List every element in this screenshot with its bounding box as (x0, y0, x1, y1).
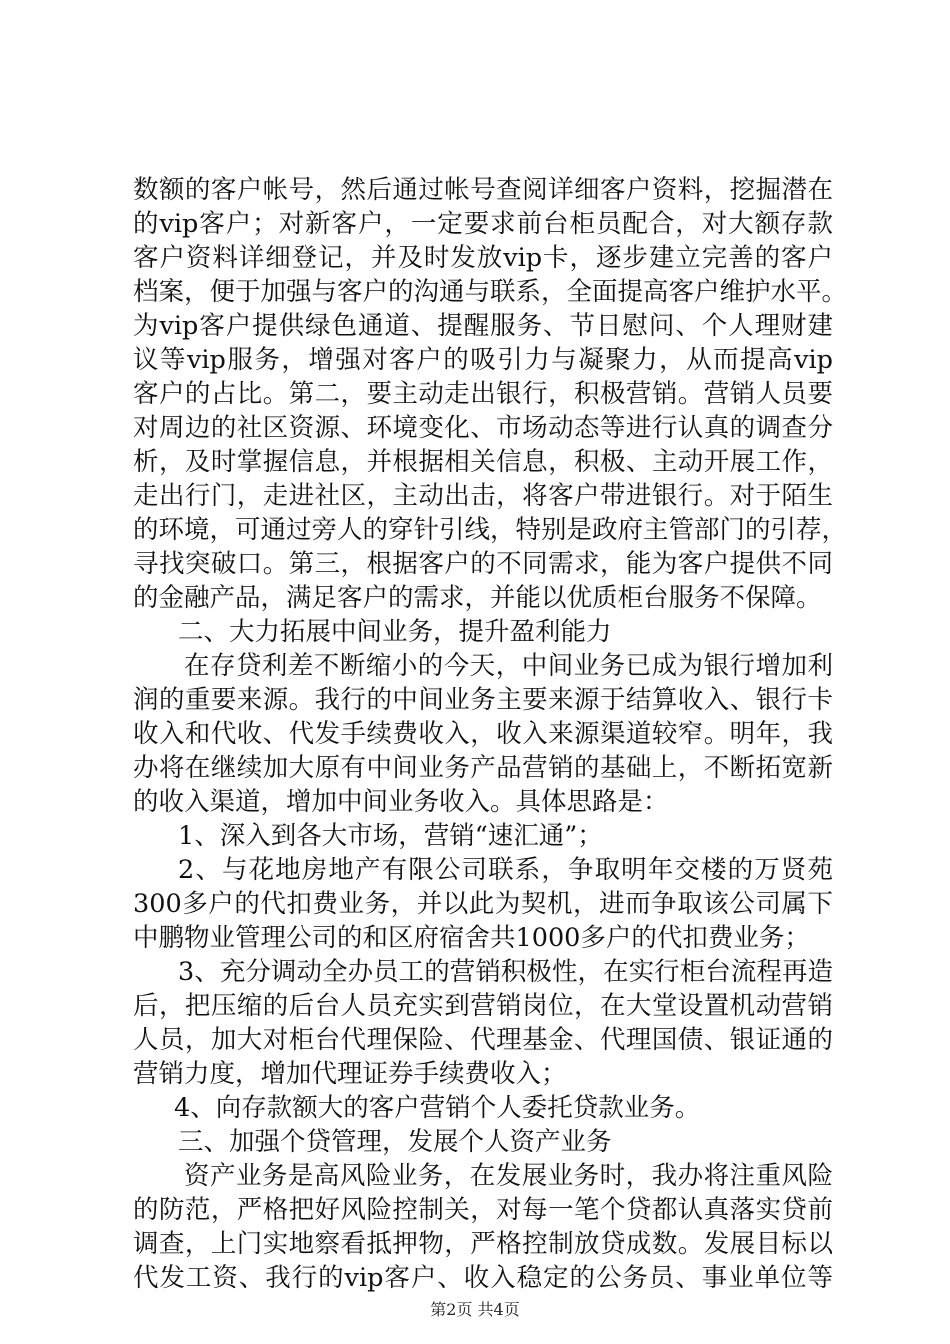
text-line: 数额的客户帐号，然后通过帐号查阅详细客户资料，挖掘潜在 (133, 175, 833, 205)
text-line: 客户资料详细登记，并及时发放vip卡，逐步建立完善的客户 (133, 243, 833, 273)
text-line: 客户的占比。第二，要主动走出银行，积极营销。营销人员要 (133, 379, 833, 409)
text-line: 后，把压缩的后台人员充实到营销岗位，在大堂设置机动营销 (133, 991, 833, 1021)
section-heading: 三、加强个贷管理，发展个人资产业务 (178, 1127, 612, 1157)
text-line: 中鹏物业管理公司的和区府宿舍共1000多户的代扣费业务； (133, 923, 810, 953)
list-item: 2、与花地房地产有限公司联系，争取明年交楼的万贤苑 (178, 855, 833, 885)
list-item: 3、充分调动全办员工的营销积极性，在实行柜台流程再造 (178, 957, 833, 987)
text-line: 议等vip服务，增强对客户的吸引力与凝聚力，从而提高vip (133, 345, 833, 375)
text-line: 析，及时掌握信息，并根据相关信息，积极、主动开展工作， (133, 447, 833, 477)
text-line: 的vip客户；对新客户，一定要求前台柜员配合，对大额存款 (133, 209, 833, 239)
text-line: 为vip客户提供绿色通道、提醒服务、节日慰问、个人理财建 (133, 311, 833, 341)
section-heading: 二、大力拓展中间业务，提升盈利能力 (178, 617, 612, 647)
text-line: 资产业务是高风险业务，在发展业务时，我办将注重风险 (184, 1161, 833, 1191)
text-line: 300多户的代扣费业务，并以此为契机，进而争取该公司属下 (133, 889, 833, 919)
text-line: 的环境，可通过旁人的穿针引线，特别是政府主管部门的引荐， (133, 515, 848, 545)
text-line: 的防范，严格把好风险控制关，对每一笔个贷都认真落实贷前 (133, 1195, 833, 1225)
text-line: 的收入渠道，增加中间业务收入。具体思路是： (133, 787, 669, 817)
text-line: 调查，上门实地察看抵押物，严格控制放贷成数。发展目标以 (133, 1229, 833, 1259)
text-line: 对周边的社区资源、环境变化、市场动态等进行认真的调查分 (133, 413, 833, 443)
text-line: 寻找突破口。第三，根据客户的不同需求，能为客户提供不同 (133, 549, 833, 579)
text-line: 在存贷利差不断缩小的今天，中间业务已成为银行增加利 (184, 651, 833, 681)
text-line: 代发工资、我行的vip客户、收入稳定的公务员、事业单位等 (133, 1263, 833, 1293)
text-line: 人员，加大对柜台代理保险、代理基金、代理国债、银证通的 (133, 1025, 833, 1055)
page-footer: 第2页 共4页 (430, 1300, 520, 1319)
list-item: 1、深入到各大市场，营销“速汇通”； (178, 821, 603, 851)
text-line: 收入和代收、代发手续费收入，收入来源渠道较窄。明年，我 (133, 719, 833, 749)
text-line: 润的重要来源。我行的中间业务主要来源于结算收入、银行卡 (133, 685, 833, 715)
text-line: 走出行门，走进社区，主动出击，将客户带进银行。对于陌生 (133, 481, 833, 511)
text-line: 办将在继续加大原有中间业务产品营销的基础上，不断拓宽新 (133, 753, 833, 783)
text-line: 的金融产品，满足客户的需求，并能以优质柜台服务不保障。 (133, 583, 822, 613)
text-line: 档案，便于加强与客户的沟通与联系，全面提高客户维护水平。 (133, 277, 848, 307)
list-item: 4、向存款额大的客户营销个人委托贷款业务。 (174, 1093, 701, 1123)
text-line: 营销力度，增加代理证券手续费收入； (133, 1059, 567, 1089)
